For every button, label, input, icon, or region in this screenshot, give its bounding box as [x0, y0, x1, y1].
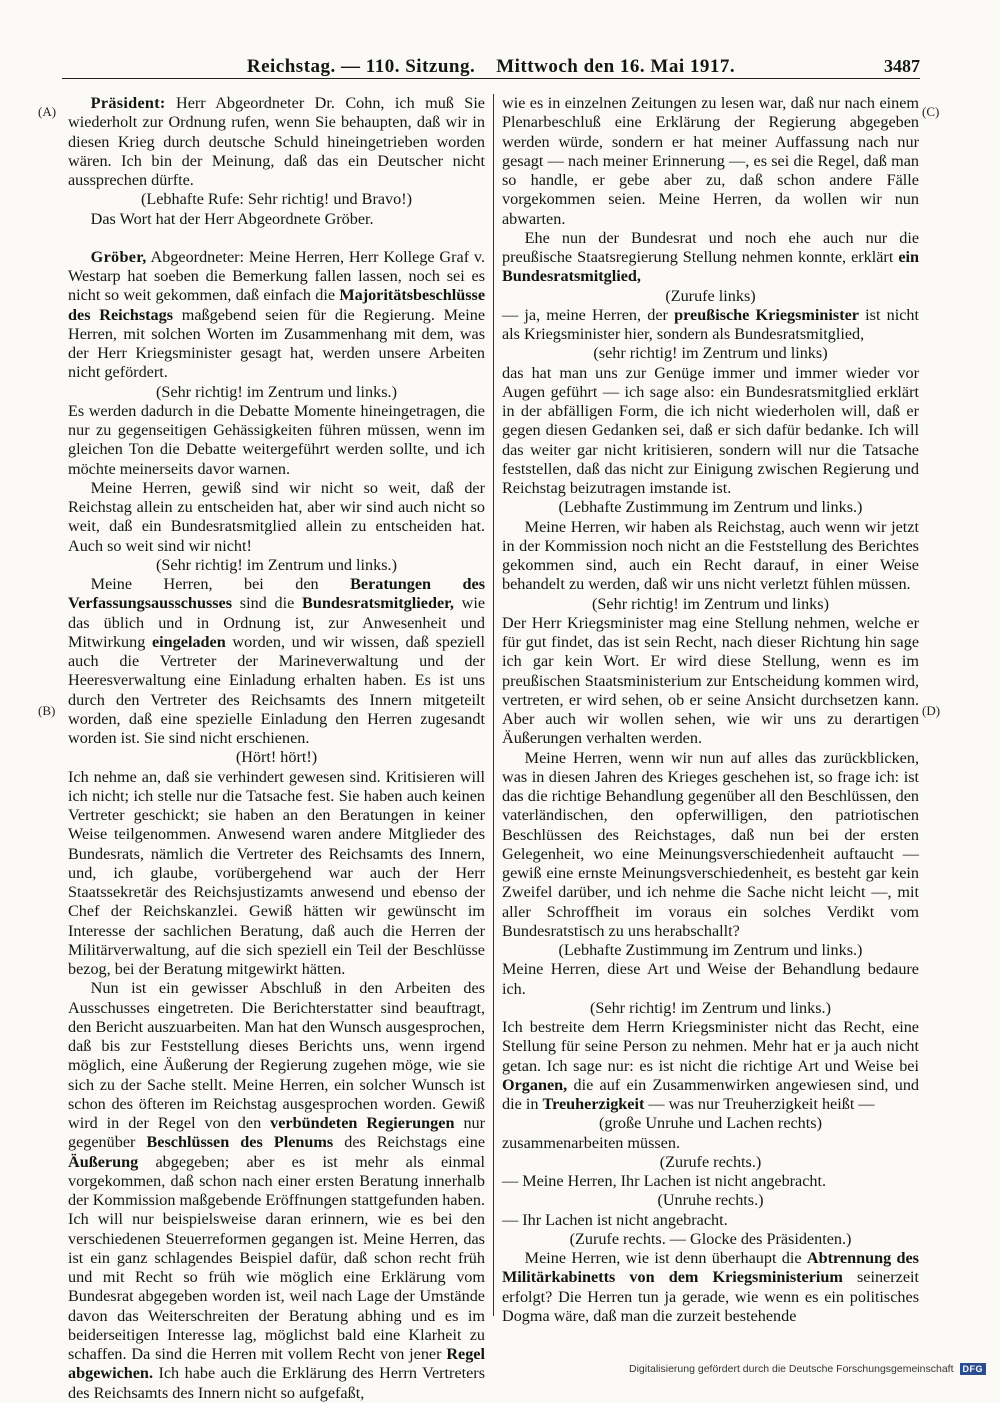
paragraph-text: des Reichstags eine — [344, 1133, 486, 1152]
interjection: (Zurufe rechts. — Glocke des Präsidenten.) — [569, 1229, 852, 1248]
paragraph-text: abgegeben; aber es ist mehr als einmal vorgekommen, daß schon nach einer ersten Beratung innerhalb der Kommission maßgebende Eröffnungen stattgefunden haben. Ich will nur beispielsweise daran erinnern, wie es bei den verschiedenen Steuerreformen gegangen ist. Meine Herren, das ist ein ganz schlagendes Beispiel dafür, daß schon recht früh und mit Recht so früh wie möglich eine Erklärung vom Bundesrat abgegeben worden ist, weil nach Lage der Umstände davon das Weiterschreiten der Beratung abhing und es im beiderseitigen Interesse lag, möglichst bald eine Klarheit zu schaffen. Da sind die Herren mit vollem Recht von jener — [68, 1152, 485, 1363]
paragraph-text: worden, und wir wissen, daß speziell auch die Vertreter der Marineverwaltung und der Heeresverwaltung eine Einladung erhalten haben. Es ist uns durch den Vertreter des Reichsamts des Innern mitgeteilt worden, daß eine spezielle Einladung den Herren zugesandt worden ist. Sie sind nicht erschienen. — [68, 632, 486, 747]
paragraph: Meine Herren, wir haben als Reichstag, auch wenn wir jetzt in der Kommission noch nicht an die Feststellung des Berichtes gekommen sind, auch ein Recht darauf, in einer Weise behandelt zu werden, daß wir uns nicht verletzt fühlen müssen. — [502, 517, 919, 594]
paragraph — [502, 1249, 919, 1326]
interjection: (Lebhafte Zustimmung im Zentrum und links.) — [558, 941, 863, 959]
paragraph-text: Ich bestreite dem Herrn Kriegsminister nicht das Recht, eine Stellung für seine Person zu nehmen. Mehr hat er ja auch nicht getan. Ich sage nur: es ist nicht die richtige Art und Weise bei — [502, 1018, 919, 1075]
paragraph: — Ihr Lachen ist nicht angebracht. — [502, 1210, 728, 1229]
paragraph: zusammenarbeiten müssen. — [502, 1133, 681, 1152]
paragraph — [68, 979, 485, 1403]
paragraph-text: — ja, meine Herren, der — [502, 305, 668, 324]
margin-marker-a: (A) — [38, 104, 57, 119]
interjection: (Zurufe links) — [665, 286, 756, 305]
paragraph: wie es in einzelnen Zeitungen zu lesen war, daß nur nach einem Plenarbeschluß eine Erklärung der Regierung abgegeben werden würde, sondern er hat meiner Auffassung nach nur gesagt — nach meiner Erinnerung —, es sei die Regel, daß man so handle, er gebe aber zu, daß schon andere Fälle vorgekommen seien. Meine Herren, da wollen wir nun abwarten. — [502, 94, 919, 228]
paragraph-text: Meine Herren, bei den — [90, 575, 319, 593]
page-number: 3487 — [884, 56, 920, 76]
emphasis: Bundesratsmitglieder, — [302, 594, 454, 613]
margin-marker-c: (C) — [922, 104, 940, 119]
paragraph-text: ist nicht als Kriegsminister hier, sondern als Bundesratsmitglied, — [502, 305, 920, 343]
page-header — [62, 52, 920, 79]
paragraph-text: — was nur Treuherzigkeit heißt — — [648, 1095, 875, 1113]
emphasis: Treuherzigkeit — [542, 1095, 645, 1113]
paragraph-text: wie das üblich und in Ordnung ist, zur Anwesenheit und Mitwirkung — [68, 594, 486, 651]
emphasis: Majoritätsbeschlüsse des Reichstags — [68, 286, 485, 324]
paragraph-text: die auf ein Zusammenwirken angewiesen sind, und die in — [502, 1075, 920, 1113]
running-title-left: Reichstag. — 110. Sitzung. — [246, 56, 476, 77]
paragraph — [68, 248, 485, 383]
paragraph-text: Abgeordneter: Meine Herren, Herr Kollege Graf v. Westarp hat soeben die Bemerkung fallen lassen, noch sei es nicht so weit gekommen, daß einfach die — [68, 247, 486, 305]
emphasis: Regel abgewichen. — [68, 1345, 485, 1383]
right-column — [502, 94, 920, 1325]
paragraph-text: nur gegenüber — [68, 1114, 486, 1152]
paragraph-text: maßgebend seien für die Regierung. Meine Herren, mit solchen Worten im Zusammenhang mit dem, was der Herr Kriegsminister gesagt hat, werden unsere Arbeiten nicht gefördert. — [68, 305, 485, 382]
emphasis: Abtrennung des Militärkabinetts von dem Kriegsministerium — [502, 1249, 919, 1287]
paragraph: das hat man uns zur Genüge immer und immer wieder vor Augen geführt — ich sage also: ein Bundesratsmitglied erklärt in der abfälligen Form, die ich nicht wiederholen will, daß er gegen diesen Gedanken sei, daß er sich dafür bedanke. Ich will das weiter gar nicht kritisieren, sondern will nur die Tatsache feststellen, daß das nicht zur Einigung zwischen Regierung und Reichstag beizutragen imstande ist. — [502, 363, 919, 497]
paragraph: Meine Herren, diese Art und Weise der Behandlung bedaure ich. — [502, 960, 919, 998]
paragraph — [502, 1018, 919, 1114]
speaker-name: Gröber, — [90, 247, 147, 266]
interjection: (Lebhafte Rufe: Sehr richtig! und Bravo!) — [140, 190, 413, 209]
paragraph-text: Meine Herren, wie ist denn überhaupt die — [524, 1249, 802, 1267]
emphasis: Beschlüssen des Plenums — [146, 1133, 334, 1152]
paragraph-text: Ich habe auch die Erklärung des Herrn Vertreters des Reichsamts des Innern nicht so aufgefaßt, — [68, 1364, 485, 1402]
interjection: (große Unruhe und Lachen rechts) — [599, 1114, 822, 1133]
paragraph — [68, 94, 485, 190]
interjection: (Zurufe rechts.) — [659, 1152, 762, 1171]
margin-marker-b: (B) — [38, 703, 56, 718]
emphasis: ein Bundesratsmitglied, — [502, 248, 920, 286]
paragraph: Ich nehme an, daß sie verhindert gewesen sind. Kritisieren will ich nicht; ich stelle nur die Tatsache fest. Sie haben auch keinen Vertreter geschickt; sie haben an den Beratungen in keiner Weise teilgenommen. Anwesend waren andere Mitglieder des Bundesrats, nämlich die Vertreter des Reichsamts des Innern, und, ich glaube, vorübergehend war auch der Herr Staatssekretär des Reichsjustizamts anwesend und ebenso der Chef der Reichskanzlei. Gewiß hätten wir gewünscht im Interesse der sachlichen Beratung, daß auch die Herren der Militärverwaltung, auf die sich speziell ein Teil der Beschlüsse bezog, bei der Beratung mitgewirkt hätten. — [68, 767, 485, 978]
interjection: (Unruhe rechts.) — [657, 1191, 764, 1210]
paragraph: Der Herr Kriegsminister mag eine Stellung nehmen, welche er für gut findet, das ist sein Recht, nach dieser Richtung hin sage ich gar kein Wort. Er wird diese Stellung, wenn es im preußischen Staatsministerium zur Entscheidung kommen wird, vertreten, er wird sehen, ob er seine Ansicht durchsetzen kann. Aber auch wir wollen sehen, wie wir uns zu derartigen Äußerungen verhalten werden. — [502, 613, 919, 748]
paragraph: Meine Herren, wenn wir nun auf alles das zurückblicken, was in diesen Jahren des Krieges geschehen ist, so frage ich: ist das die richtige Behandlung gegenüber all den Beschlüssen, den vaterländischen, den opferwilligen, den patriotischen Beschlüssen des Reichstages, daß nun bei der ersten Gelegenheit, wo eine Meinungsverschiedenheit auftaucht — gewiß eine ernste Meinungsverschiedenheit, es besteht gar kein Zweifel darüber, und ich nehme die Sache nicht leicht —, mit aller Schroffheit im voraus ein solches Verdikt vom Bundesratstisch zu uns herabschallt? — [502, 748, 919, 940]
interjection: (sehr richtig! im Zentrum und links) — [593, 344, 828, 363]
margin-marker-d: (D) — [922, 703, 941, 718]
paragraph-text: Herr Abgeordneter Dr. Cohn, ich muß Sie wiederholt zur Ordnung rufen, wenn Sie behaupten, daß wir in diesen Krieg durch deutsche Schuld hineingetrieben worden wären. Ich bin der Meinung, daß das ein Deutscher nicht aussprechen dürfte. — [68, 94, 485, 189]
emphasis: Organen, — [502, 1075, 568, 1094]
paragraph: Meine Herren, gewiß sind wir nicht so weit, daß der Reichstag allein zu entscheiden hat, aber wir sind auch nicht so weit, daß ein Bundesratsmitglied allein zu entscheiden hat. Auch so weit sind wir nicht! — [68, 478, 485, 555]
emphasis: verbündeten Regierungen — [270, 1114, 455, 1132]
paragraph-text: sind die — [239, 594, 295, 613]
interjection: (Hört! hört!) — [235, 748, 318, 767]
paragraph — [502, 229, 919, 287]
paragraph: Das Wort hat der Herr Abgeordnete Gröber. — [90, 209, 374, 228]
speaker-name: Präsident: — [90, 94, 166, 112]
running-title — [62, 56, 920, 78]
interjection: (Sehr richtig! im Zentrum und links) — [592, 594, 829, 613]
paragraph: — Meine Herren, Ihr Lachen ist nicht angebracht. — [502, 1172, 827, 1190]
paragraph-text: seinerzeit erfolgt? Die Herren tun ja gerade, wie wenn es ein politisches Dogma wäre, daß man die zurzeit bestehende — [502, 1268, 919, 1325]
paragraph-text: Ehe nun der Bundesrat und noch ehe auch nur die preußische Staatsregierung Stellung nehmen konnte, erklärt — [502, 228, 919, 266]
column-divider — [493, 94, 494, 1316]
dfg-logo-icon: DFG — [960, 1363, 987, 1375]
paragraph — [502, 306, 919, 345]
paragraph: Es werden dadurch in die Debatte Momente hineingetragen, die nur zu gegenseitigen Gehässigkeiten führen müssen, wenn im gleichen Ton die Debatte weitergeführt werden sollte, und ich möchte meinerseits davor warnen. — [68, 401, 485, 478]
footer-credit — [629, 1363, 986, 1375]
interjection: (Sehr richtig! im Zentrum und links.) — [156, 555, 397, 574]
emphasis: Äußerung — [68, 1152, 139, 1171]
emphasis: Beratungen des Verfassungsausschusses — [68, 575, 485, 613]
left-column — [68, 94, 486, 1402]
paragraph-text: Nun ist ein gewisser Abschluß in den Arbeiten des Ausschusses eingetreten. Die Berichterstatter sind beauftragt, den Bericht auszuarbeiten. Man hat den Wunsch ausgesprochen, daß bis zur Feststellung dieses Berichts uns, wenn irgend möglich, eine Äußerung der Regierung zugehen möge, wie sie sich zu der Sache stellt. Meine Herren, ein solcher Wunsch ist schon des öfteren im Reichstag ausgesprochen worden. Gewiß wird in der Regel von den — [68, 979, 485, 1132]
interjection: (Sehr richtig! im Zentrum und links.) — [156, 382, 397, 401]
emphasis: preußische Kriegsminister — [674, 305, 859, 324]
paragraph — [68, 575, 485, 748]
interjection: (Sehr richtig! im Zentrum und links.) — [590, 998, 831, 1017]
emphasis: eingeladen — [152, 632, 226, 651]
running-title-right: Mittwoch den 16. Mai 1917. — [496, 56, 736, 77]
interjection: (Lebhafte Zustimmung im Zentrum und links.) — [558, 498, 863, 517]
footer-text: Digitalisierung gefördert durch die Deutsche Forschungsgemeinschaft — [628, 1363, 954, 1375]
